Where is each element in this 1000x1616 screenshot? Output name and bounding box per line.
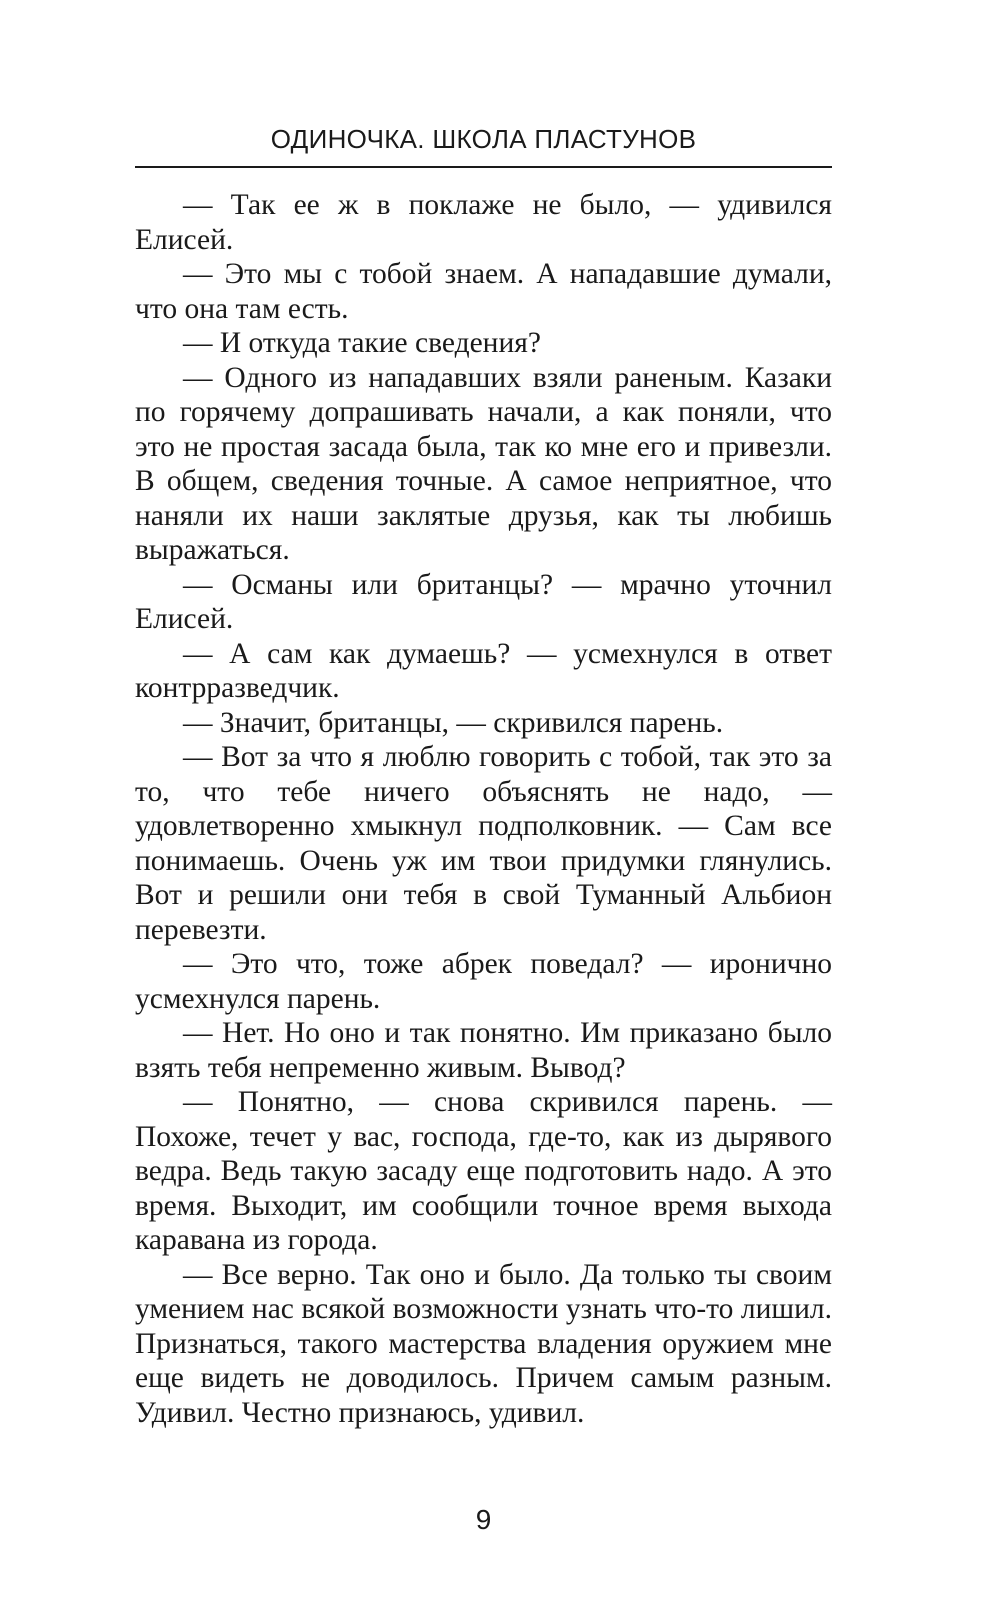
paragraph: — Вот за что я люблю говорить с тобой, так это за то, что тебе ничего объяснять не надо, — удовлетворенно хмыкнул подполковник. — Сам все понимаешь. Очень уж им твои придумки глянулись. Вот и решили они тебя в свой Туманный Альбион перевезти.: [135, 741, 832, 946]
page-number: 9: [475, 1504, 492, 1535]
paragraph: — Это мы с тобой знаем. А нападавшие думали, что она там есть.: [135, 258, 832, 325]
paragraph: — Все верно. Так оно и было. Да только ты своим умением нас всякой возможности узнать что-то лишил. Признаться, такого мастерства владения оружием мне еще видеть не доводилось. Причем самым разным. Удивил. Честно признаюсь, удивил.: [135, 1258, 832, 1429]
paragraph: — Так ее ж в поклаже не было, — удивился Елисей.: [135, 189, 832, 256]
paragraph: — Значит, британцы, — скривился парень.: [183, 706, 724, 739]
paragraph: — И откуда такие сведения?: [183, 327, 541, 359]
paragraph: — Османы или британцы? — мрачно уточнил Елисей.: [135, 568, 832, 635]
body-text: [135, 188, 832, 1430]
paragraph: — Это что, тоже абрек поведал? — иронично усмехнулся парень.: [135, 948, 832, 1015]
paragraph: — Понятно, — снова скривился парень. — Похоже, течет у вас, господа, где-то, как из дырявого ведра. Ведь такую засаду еще подготовить надо. А это время. Выходит, им сообщили точное время выхода каравана из города.: [135, 1086, 832, 1256]
paragraph: — А сам как думаешь? — усмехнулся в ответ контрразведчик.: [135, 637, 832, 704]
paragraph: — Одного из нападавших взяли раненым. Казаки по горячему допрашивать начали, а как поняли, что это не простая засада была, так ко мне его и привезли. В общем, сведения точные. А самое неприятное, что наняли их наши заклятые друзья, как ты любишь выражаться.: [135, 361, 832, 566]
paragraph: — Нет. Но оно и так понятно. Им приказано было взять тебя непременно живым. Вывод?: [135, 1017, 832, 1084]
running-title: ОДИНОЧКА. ШКОЛА ПЛАСТУНОВ: [270, 124, 697, 154]
header-rule: [135, 166, 832, 168]
